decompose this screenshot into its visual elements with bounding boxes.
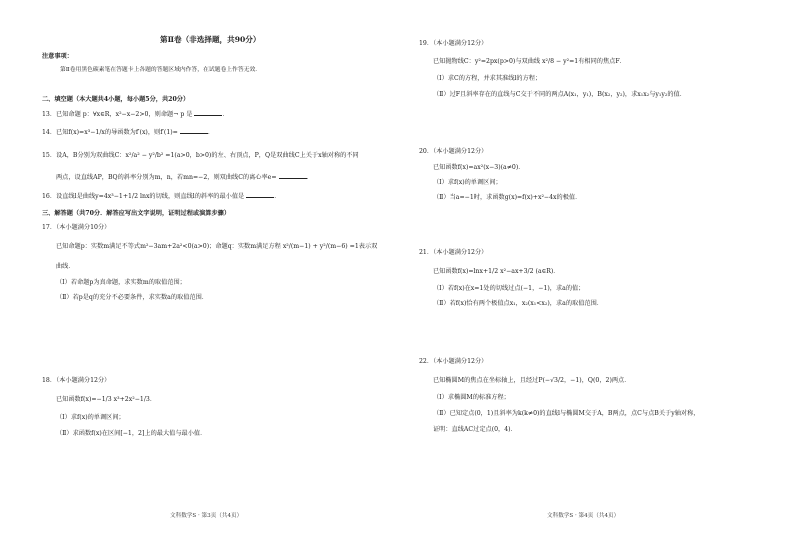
question-13-text: 13．已知命题 p：∀x∈R，x²−x−2>0，则命题¬ p 是	[42, 111, 193, 118]
question-20-stem: 已知函数f(x)=ax²(x−3)(a≠0)．	[433, 164, 525, 171]
question-22-title: 22．（本小题满分12分）	[419, 358, 488, 365]
question-22-part2-line1: （Ⅱ）已知定点(0，1)且斜率为k(k≠0)的直线l与椭圆M交于A，B两点，点C与点B关于y轴对称，	[433, 410, 700, 417]
question-17-stem-line2: 曲线．	[56, 263, 75, 270]
question-18-title: 18．（本小题满分12分）	[42, 377, 111, 384]
answer-blank	[246, 192, 274, 198]
question-16: 16．设直线l是曲线y=4x³−1+1/2 lnx的切线，则直线l的斜率的最小值是 ．	[42, 193, 281, 200]
answer-blank	[180, 128, 208, 134]
answer-blank	[194, 110, 222, 116]
question-18-stem: 已知函数f(x)=−1/3 x³+2x²−1/3．	[56, 396, 157, 403]
page-footer: 文科数学S · 第3页（共4页）	[170, 513, 243, 519]
question-21-stem: 已知函数f(x)=lnx+1/2 x²−ax+3/2 (a∈R)．	[433, 268, 560, 275]
right-page	[397, 0, 794, 544]
question-20-part1: （Ⅰ）求f(x)的单调区间；	[433, 179, 502, 186]
question-21-title: 21．（本小题满分12分）	[419, 249, 488, 256]
question-15-text: 两点，设直线AP，BQ的斜率分别为m，n，若mn=−2，则双曲线C的离心率e=	[56, 174, 277, 181]
question-15-line2: 两点，设直线AP，BQ的斜率分别为m，n，若mn=−2，则双曲线C的离心率e= ．	[56, 174, 313, 181]
question-14-text: 14．已知f(x)=x³−1/x的导函数为f′(x)，则f′(1)=	[42, 129, 178, 136]
question-13: 13．已知命题 p：∀x∈R，x²−x−2>0，则命题¬ p 是 ．	[42, 111, 229, 118]
question-21-part1: （Ⅰ）若f(x)在x=1处的切线过点(−1，−1)，求a的值；	[433, 285, 585, 292]
question-22-part1: （Ⅰ）求椭圆M的标准方程；	[433, 394, 510, 401]
question-17-part1: （Ⅰ）若命题p为真命题，求实数m的取值范围；	[56, 279, 186, 286]
question-20-part2: （Ⅱ）当a=−1时，求函数g(x)=f(x)+x²−4x的极值．	[433, 194, 582, 201]
answer-blank	[279, 173, 307, 179]
fill-blank-title: 二、填空题（本大题共4小题，每小题5分，共20分）	[42, 96, 190, 103]
question-22-stem: 已知椭圆M的焦点在坐标轴上，且经过P(−√3/2，−1)，Q(0，2)两点．	[433, 377, 631, 384]
section-title: 第Ⅱ卷（非选择题，共90分）	[160, 35, 261, 44]
question-17-stem-line1: 已知命题p：实数m满足不等式m²−3am+2a²<0(a>0)；命题q：实数m满足方程 x²/(m−1) + y²/(m−6) =1表示双	[56, 243, 378, 250]
question-18-part2: （Ⅱ）求函数f(x)在区间[−1，2]上的最大值与最小值．	[56, 430, 207, 437]
question-18-part1: （Ⅰ）求f(x)的单调区间；	[56, 414, 125, 421]
question-19-part2: （Ⅱ）过F且斜率存在的直线与C交于不同的两点A(x₁，y₁)，B(x₂，y₂)，求x₁x₂与y₁y₂的值．	[433, 91, 686, 98]
question-21-part2: （Ⅱ）若f(x)恰有两个极值点x₁，x₂(x₁<x₂)，求a的取值范围．	[433, 300, 603, 307]
notice-text: 第Ⅱ卷用黑色碳素笔在答题卡上各题的答题区域内作答，在试题卷上作答无效．	[60, 67, 262, 73]
question-20-title: 20．（本小题满分12分）	[419, 148, 488, 155]
question-14: 14．已知f(x)=x³−1/x的导函数为f′(x)，则f′(1)= ．	[42, 129, 215, 136]
question-16-text: 16．设直线l是曲线y=4x³−1+1/2 lnx的切线，则直线l的斜率的最小值是	[42, 193, 245, 200]
answer-section-title: 三、解答题（共70分．解答应写出文字说明，证明过程或演算步骤）	[42, 210, 231, 217]
question-19-stem: 已知抛物线C：y²=2px(p>0)与双曲线 x²/8 − y²=1有相同的焦点F．	[433, 58, 626, 65]
question-22-part2-line2: 证明：直线AC过定点(0，4)．	[433, 426, 517, 433]
question-15-line1: 15．设A，B分别为双曲线C：x²/a² − y²/b² =1(a>0，b>0)的左、右顶点，P，Q是双曲线C上关于x轴对称的不同	[42, 152, 359, 159]
question-17-part2: （Ⅱ）若p是q的充分不必要条件，求实数a的取值范围．	[56, 294, 208, 301]
question-19-title: 19．（本小题满分12分）	[419, 40, 488, 47]
page-footer: 文科数学S · 第4页（共4页）	[547, 513, 620, 519]
question-17-title: 17．（本小题满分10分）	[42, 224, 111, 231]
question-19-part1: （Ⅰ）求C的方程，并求其准线l的方程；	[433, 75, 542, 82]
notice-title: 注意事项：	[42, 53, 73, 60]
